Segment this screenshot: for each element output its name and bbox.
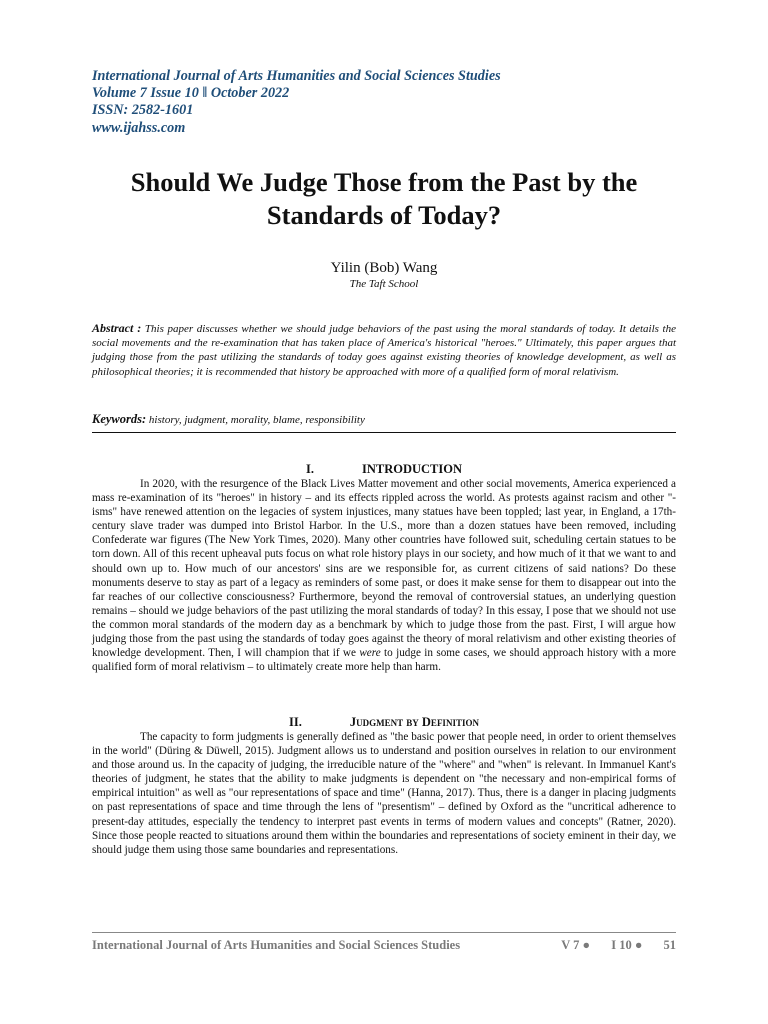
footer-issue: I 10 ● <box>611 938 643 952</box>
journal-name: International Journal of Arts Humanities and Social Sciences Studies <box>92 68 501 84</box>
section-heading-introduction <box>92 462 676 477</box>
journal-issn: ISSN: 2582-1601 <box>92 102 194 119</box>
abstract-text: This paper discusses whether we should judge behaviors of the past using the moral standards of today. It details the social movements and the re-examination that has taken place of America's historical "heroes." Ultimately, this paper argues that judging those from the past utilizing the standards of today goes against existing theories of knowledge development, as well as philosophical theories; it is recommended that history be approached with more of a qualified form of moral relativism. <box>92 323 677 378</box>
section-heading-judgment <box>92 715 676 730</box>
author-name: Yilin (Bob) Wang <box>330 260 438 276</box>
footer-page-info <box>543 938 676 953</box>
introduction-paragraph <box>92 477 676 674</box>
keywords-label: Keywords: <box>92 412 147 426</box>
footer-journal-name: International Journal of Arts Humanities and Social Sciences Studies <box>92 938 461 952</box>
footer-volume: V 7 ● <box>561 938 591 952</box>
emphasis-text: were <box>359 647 381 660</box>
journal-website[interactable]: www.ijahss.com <box>92 119 186 136</box>
page-footer <box>92 932 676 953</box>
keywords-text: history, judgment, morality, blame, responsibility <box>148 414 365 426</box>
abstract <box>92 321 676 379</box>
section-title: Judgment by Definition <box>349 715 479 729</box>
judgment-paragraph: The capacity to form judgments is generally defined as "the basic power that people need, in order to orient themselves in the world" (Düring & Düwell, 2015). Judgment allows us to understand and position ourselves in relation to our environment and those around us. In the capacity of judging, the irreducible nature of the "where" and "when" is relevant. In Immanuel Kant's theories of judgment, he states that the ability to make judgments is dependent on "the necessary and non-empirical forms of empirical intuition" as well as "our representations of space and time" (Hanna, 2017). Thus, there is a danger in placing judgments on past representations of space and time through the lens of "presentism" – defined by Oxford as the "uncritical adherence to present-day attitudes, especially the tendency to interpret past events in terms of modern values and concepts" (Ratner, 2020). Since those people reacted to situations around them within the boundaries and representations of society eminent in their day, we should judge them using those same boundaries and representations. <box>92 731 676 856</box>
journal-volume-issue: Volume 7 Issue 10 ǁ October 2022 <box>92 85 290 102</box>
paper-title: Should We Judge Those from the Past by the Standards of Today? <box>130 167 638 230</box>
abstract-label: Abstract : <box>92 321 142 335</box>
paragraph-text: In 2020, with the resurgence of the Black Lives Matter movement and other social movements, America experienced a mass re-examination of its "heroes" in history – and its effects rippled across the world. As protests against racism and other "-isms" have renewed attention on the legacies of system injustices, many statues have been toppled; last year, in England, a 17th-century slave trader was dumped into Bristol Harbor. In the U.S., more than a dozen statues have been removed, including Confederate war figures (The New York Times, 2020). Many other countries have followed suit, scheduling certain statues to be torn down. All of this recent upheaval puts focus on what role history plays in our society, and how much of it that we want to and should own up to. How much of our ancestors' sins are we responsible for, as current citizens of said nations? Do these monuments deserve to stay as part of a legacy as reminders of some past, or does it make sense for them to disappear out into the far reaches of our collective consciousness? Furthermore, beyond the removal of controversial statues, an underlying question remains – should we judge behaviors of the past utilizing the moral standards of today? In this essay, I pose that we should not use the common moral standards of the modern day as a benchmark by which to judge those from the past. First, I will argue how judging those from the past using the standards of today goes against the theory of moral relativism and other existing theories of knowledge development. Then, I will champion that if we <box>92 478 676 660</box>
paragraph-text: to judge in some cases, we should approach history with a more qualified form of moral relativism – to ultimately create more help than harm. <box>92 647 677 674</box>
journal-header <box>92 68 501 137</box>
section-title: INTRODUCTION <box>361 462 462 476</box>
section-number: I. <box>305 462 314 476</box>
section-number: II. <box>289 715 302 729</box>
keywords <box>92 412 676 433</box>
footer-page-number: 51 <box>663 938 676 952</box>
author-affiliation: The Taft School <box>349 278 419 290</box>
